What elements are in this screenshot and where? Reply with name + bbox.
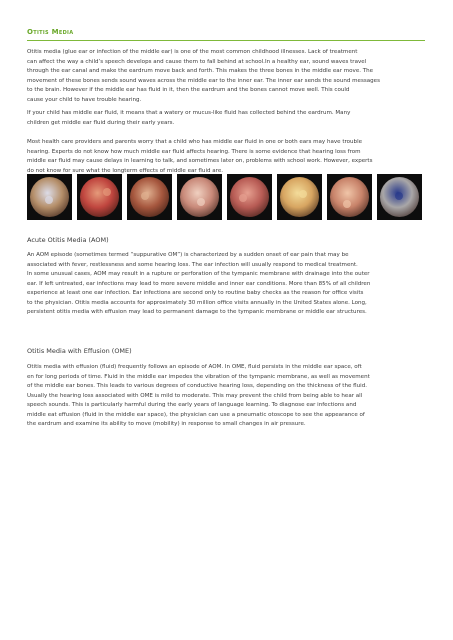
intro-paragraph-2: If your child has middle ear fluid, it means that a watery or mucus-like fluid has collected behind the eardrum. Many children get middle ear fluid during their early years. bbox=[27, 110, 351, 126]
eardrum-view bbox=[80, 177, 119, 217]
otoscope-image-8 bbox=[377, 174, 422, 220]
section-heading-ome: Otitis Media with Effusion (OME) bbox=[27, 347, 132, 355]
section-heading-aom: Acute Otitis Media (AOM) bbox=[27, 236, 109, 244]
eardrum-highlight bbox=[45, 196, 53, 204]
eardrum-highlight bbox=[343, 200, 351, 208]
eardrum-highlight bbox=[103, 188, 111, 196]
intro-paragraph-1: Otitis media (glue ear or infection of the middle ear) is one of the most common childhood illnesses. Lack of treatment can affect the way a child’s speech develops and cause them to fall behind at school.In a healthy ear, sound waves travel through the ear canal and make the eardrum move back and forth. This makes the three bones in the middle ear move. The movement of these bones sends sound waves across the middle ear to the inner ear. The inner ear sends the sound messages to the brain. However if the middle ear has fluid in it, then the eardrum and the bones cannot move well. This could cause your child to have trouble hearing. bbox=[27, 49, 380, 103]
section-body-ome: Otitis media with effusion (fluid) frequently follows an episode of AOM. In OME, fluid persists in the middle ear space, oft en for long periods of time. Fluid in the middle ear impedes the vibration of the tympanic membrane, as well as movement of the middle ear bones. This leads to various degrees of conductive hearing loss, depending on the thickness of the fluid. Usually the hearing loss associated with OME is mild to moderate. This may prevent the child from being able to hear all speech sounds. This is particularly harmful during the early years of language learning. To diagnose ear infections and middle eat effusion (fluid in the middle ear space), the physician can use a pneumatic otoscope to see the appearance of the eardrum and examine its ability to move (mobility) in response to small changes in air pressure. bbox=[27, 364, 370, 427]
eardrum-view bbox=[180, 177, 219, 217]
otoscope-image-4 bbox=[177, 174, 222, 220]
otoscope-image-strip bbox=[27, 174, 425, 224]
intro-paragraph-3: Most health care providers and parents worry that a child who has middle ear fluid in one or both ears may have trouble hearing. Experts do not know how much middle ear fluid affects hearing. There is some evidence that hearing loss from middle ear fluid may cause delays in learning to talk, and sometimes later on, problems with school work. However, experts do not know for sure what the longterm effects of middle ear fluid are. bbox=[27, 139, 373, 174]
otoscope-image-6 bbox=[277, 174, 322, 220]
eardrum-highlight bbox=[141, 192, 149, 200]
otoscope-image-7 bbox=[327, 174, 372, 220]
otoscope-image-1 bbox=[27, 174, 72, 220]
eardrum-view bbox=[130, 177, 169, 217]
otoscope-image-5 bbox=[227, 174, 272, 220]
section-body-aom: An AOM episode (sometimes termed “suppurative OM”) is characterized by a sudden onset of ear pain that may be associated with fever, restlessness and some hearing loss. The ear infection will usually respond to medical treatment. In some unusual cases, AOM may result in a rupture or perforation of the tympanic membrane with drainage into the outer ear. If left untreated, ear infections may lead to more severe middle and inner ear conditions. More than 85% of all children experience at least one ear infection. Ear infections are second only to routine baby checks as the reason for office visits to the physician. Otitis media accounts for approximately 30 million office visits annually in the United States alone. Long, persistent otitis media with effusion may lead to permanent damage to the tympanic membrane or middle ear structures. bbox=[27, 252, 371, 315]
otoscope-image-2 bbox=[77, 174, 122, 220]
title-divider bbox=[27, 40, 425, 41]
eardrum-view bbox=[330, 177, 369, 217]
otoscope-image-3 bbox=[127, 174, 172, 220]
page-title: Otitis Media bbox=[27, 28, 74, 36]
eardrum-highlight bbox=[239, 194, 247, 202]
eardrum-highlight bbox=[197, 198, 205, 206]
eardrum-view bbox=[230, 177, 269, 217]
eardrum-highlight bbox=[299, 190, 307, 198]
eardrum-highlight bbox=[395, 192, 403, 200]
